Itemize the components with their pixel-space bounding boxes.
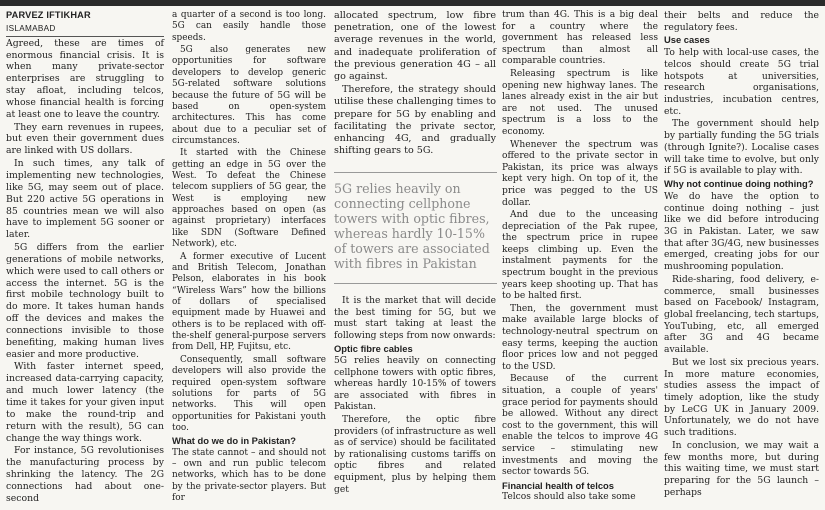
paragraph: It started with the Chinese getting an edge in 5G over the West. To defeat the Chinese telecom suppliers of 5G gear, the West is employing new approaches based on open (as against proprietary) interfaces like SDN (Software Defined Network), etc.	[172, 148, 326, 250]
article-column-5	[664, 10, 819, 499]
paragraph: allocated spectrum, low fibre penetration, one of the lowest average revenues in the world, and inadequate proliferation of the previous generation 4G – all go against.	[334, 10, 496, 83]
paragraph: Therefore, the optic fibre providers (of infrastructure as well as of service) should be facilitated by rationalising customs tariffs on optic fibres and related equipment, plus by helping them get	[334, 414, 496, 495]
paragraph: Consequently, small software developers will also provide the required open-system software solutions for parts of 5G networks. This will open opportunities for Pakistani youth too.	[172, 354, 326, 433]
article-column-3-lower	[334, 296, 496, 497]
article-column-4	[502, 10, 658, 505]
paragraph: a quarter of a second is too long. 5G can easily handle those speeds.	[172, 10, 326, 43]
paragraph: 5G differs from the earlier generations of mobile networks, which were used to call others or access the internet. 5G is the first mobile technology built to do more. It takes human hands off the devices and makes the connections invisible to those benefiting, making human lives easier and more productive.	[6, 242, 164, 360]
paragraph: Then, the government must make available large blocks of technology-neutral spectrum on easy terms, keeping the auction floor prices low and not pegged to the USD.	[502, 303, 658, 372]
paragraph: And due to the unceasing depreciation of the Pak rupee, the spectrum price in rupee keeps climbing up. Even the instalment payments for the spectrum bought in the previous years keep shooting up. That has to be halted first.	[502, 210, 658, 302]
paragraph: their belts and reduce the regulatory fees.	[664, 10, 819, 33]
paragraph: The state cannot – and should not – own and run public telecom networks, which has to be done by the private-sector players. But for	[172, 447, 326, 504]
byline: PARVEZ IFTIKHAR	[6, 10, 91, 20]
section-heading: Optic fibre cables	[334, 343, 413, 355]
section-heading: Why not continue doing nothing?	[664, 178, 814, 190]
dateline: ISLAMABAD	[6, 23, 164, 37]
paragraph: Releasing spectrum is like opening new highway lanes. The lanes already exist in the air but are not used. The unused spectrum is a loss to the economy.	[502, 68, 658, 137]
paragraph: With faster internet speed, increased data-carrying capacity, and much lower latency (the time it takes for your given input to make the round-trip and return with the result), 5G can change the way things work.	[6, 361, 164, 444]
section-heading: Financial health of telcos	[502, 479, 615, 491]
article-column-2	[172, 10, 326, 505]
section-heading: Use cases	[664, 34, 710, 46]
paragraph: But we lost six precious years. In more mature economies, studies assess the impact of timely adoption, like the study by LeCG UK in January 2009. Unfortunately, we do not have such traditions.	[664, 356, 819, 439]
article-column-3	[334, 10, 496, 158]
article-column-1	[6, 10, 164, 506]
paragraph: A former executive of Lucent and British Telecom, Jonathan Pelson, elaborates in his book “Wireless Wars” how the billions of dollars of specialised equipment made by Huawei and others is to be replaced with off-the-shelf general-purpose servers from Dell, HP, Fujitsu, etc.	[172, 251, 326, 353]
pull-quote: 5G relies heavily on connecting cellphone towers with optic fibres, whereas hardly 10-15% of towers are associated with fibres in Pakistan	[334, 172, 497, 284]
paragraph: 5G also generates new opportunities for software developers to develop generic 5G-related software solutions because the future of 5G will be based on open-system architectures. This has come about due to a peculiar set of circumstances.	[172, 45, 326, 146]
paragraph: In conclusion, we may wait a few months more, but during this waiting time, we must start preparing for the 5G launch – perhaps	[664, 439, 819, 498]
paragraph: Ride-sharing, food delivery, e-commerce, small businesses based on Facebook/ Instagram, global freelancing, tech startups, YouTubing, etc, all emerged after 3G and 4G became available.	[664, 273, 819, 356]
paragraph: To help with local-use cases, the telcos should create 5G trial hotspots at universities, research organisations, industries, incubation centres, etc.	[664, 47, 819, 117]
paragraph: Agreed, these are times of enormous financial crisis. It is when many private-sector enterprises are struggling to stay afloat, including telcos, whose financial health is forcing at least one to leave the country.	[6, 37, 164, 120]
section-heading: What do we do in Pakistan?	[172, 435, 296, 447]
paragraph: Therefore, the strategy should utilise these challenging times to prepare for 5G by enabling and facilitating the private sector, enhancing 4G, and gradually shifting gears to 5G.	[334, 84, 496, 157]
paragraph: It is the market that will decide the best timing for 5G, but we must start taking at least the following steps from now onwards:	[334, 296, 496, 341]
paragraph: We do have the option to continue doing nothing – just like we did before introducing 3G in Pakistan. Later, we saw that after 3G/4G, new businesses emerged, creating jobs for our mushrooming population.	[664, 190, 819, 273]
paragraph: They earn revenues in rupees, but even their government dues are linked with US dollars.	[6, 121, 164, 157]
paragraph: Telcos should also take some	[502, 492, 636, 503]
headline-strip	[0, 0, 825, 6]
paragraph: In such times, any talk of implementing new technologies, like 5G, may seem out of place. But 220 active 5G operations in 85 countries mean we will also have to implement 5G sooner or later.	[6, 158, 164, 241]
paragraph: Whenever the spectrum was offered to the private sector in Pakistan, its price was always kept very high. On top of it, the price was pegged to the US dollar.	[502, 139, 658, 208]
paragraph: The government should help by partially funding the 5G trials (through Ignite?). Localise cases will take time to evolve, but only if 5G is available to play with.	[664, 118, 819, 177]
paragraph: Because of the current situation, a couple of years' grace period for payments should be allowed. Without any direct cost to the government, this will enable the telcos to improve 4G service – stimulating new investments and moving the sector towards 5G.	[502, 374, 658, 478]
paragraph: trum than 4G. This is a big deal for a country where the government has released less spectrum than almost all comparable countries.	[502, 10, 658, 67]
paragraph: For instance, 5G revolutionises the manufacturing process by shrinking the latency. The 2G connections had about one-second	[6, 445, 164, 504]
paragraph: 5G relies heavily on connecting cellphone towers with optic fibres, whereas hardly 10-15% of towers are associated with fibres in Pakistan.	[334, 355, 496, 413]
